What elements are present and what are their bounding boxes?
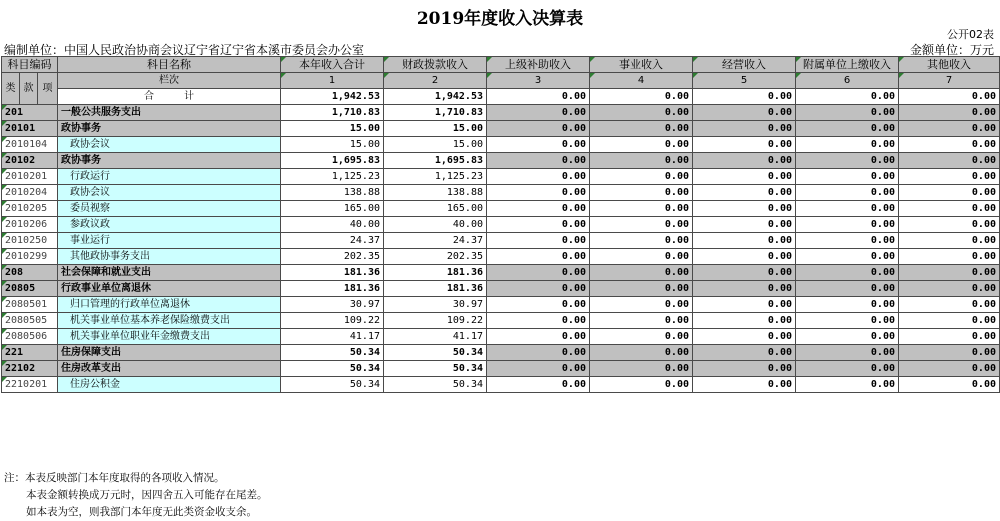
row-value: 0.00 [899, 105, 1000, 121]
table-row [2, 281, 1000, 297]
row-name: 政协会议 [58, 137, 281, 153]
row-name: 政协事务 [58, 153, 281, 169]
row-code: 201 [2, 105, 58, 121]
row-value: 0.00 [899, 169, 1000, 185]
row-code: 2210201 [2, 377, 58, 393]
row-value: 0.00 [796, 153, 899, 169]
revenue-table [1, 56, 1000, 393]
total-value: 0.00 [693, 89, 796, 105]
row-name: 住房公积金 [58, 377, 281, 393]
row-value: 0.00 [796, 185, 899, 201]
row-value: 0.00 [487, 137, 590, 153]
row-value: 0.00 [796, 233, 899, 249]
row-code: 20102 [2, 153, 58, 169]
row-value: 0.00 [899, 329, 1000, 345]
header-lei: 类 [2, 73, 20, 105]
header-lanci: 栏次 [58, 73, 281, 89]
row-value: 0.00 [590, 137, 693, 153]
row-value: 0.00 [796, 137, 899, 153]
row-code: 2080501 [2, 297, 58, 313]
table-row [2, 137, 1000, 153]
row-value: 165.00 [384, 201, 487, 217]
row-value: 0.00 [796, 249, 899, 265]
row-value: 0.00 [693, 153, 796, 169]
row-value: 0.00 [590, 329, 693, 345]
row-value: 50.34 [384, 377, 487, 393]
col-number: 3 [487, 73, 590, 89]
row-value: 0.00 [693, 233, 796, 249]
row-value: 0.00 [796, 281, 899, 297]
footnote-line: 本表金额转换成万元时，因四舍五入可能存在尾差。 [26, 489, 268, 501]
row-value: 202.35 [384, 249, 487, 265]
row-value: 0.00 [796, 201, 899, 217]
row-value: 0.00 [693, 329, 796, 345]
table-row [2, 377, 1000, 393]
row-value: 0.00 [590, 105, 693, 121]
row-value: 0.00 [487, 217, 590, 233]
total-value: 0.00 [487, 89, 590, 105]
row-value: 0.00 [796, 217, 899, 233]
row-value: 0.00 [487, 105, 590, 121]
row-value: 1,710.83 [384, 105, 487, 121]
row-value: 0.00 [693, 137, 796, 153]
row-value: 0.00 [487, 153, 590, 169]
row-value: 15.00 [281, 121, 384, 137]
row-code: 221 [2, 345, 58, 361]
row-value: 0.00 [899, 281, 1000, 297]
table-row [2, 265, 1000, 281]
table-row [2, 345, 1000, 361]
row-value: 202.35 [281, 249, 384, 265]
row-name: 一般公共服务支出 [58, 105, 281, 121]
row-value: 0.00 [693, 281, 796, 297]
row-value: 0.00 [693, 201, 796, 217]
row-name: 机关事业单位职业年金缴费支出 [58, 329, 281, 345]
row-code: 2080505 [2, 313, 58, 329]
row-name: 住房保障支出 [58, 345, 281, 361]
row-value: 0.00 [693, 249, 796, 265]
row-value: 0.00 [590, 233, 693, 249]
row-value: 30.97 [384, 297, 487, 313]
row-code: 2010206 [2, 217, 58, 233]
row-value: 0.00 [590, 201, 693, 217]
row-value: 0.00 [693, 313, 796, 329]
row-value: 0.00 [487, 297, 590, 313]
row-code: 2010250 [2, 233, 58, 249]
compiling-unit: 编制单位：中国人民政治协商会议辽宁省辽宁省本溪市委员会办公室 [4, 43, 365, 57]
total-label: 合 计 [58, 89, 281, 105]
row-name: 其他政协事务支出 [58, 249, 281, 265]
row-value: 0.00 [693, 169, 796, 185]
row-value: 0.00 [487, 361, 590, 377]
row-value: 181.36 [281, 281, 384, 297]
row-value: 0.00 [487, 185, 590, 201]
row-value: 1,695.83 [384, 153, 487, 169]
total-value: 1,942.53 [281, 89, 384, 105]
row-value: 0.00 [487, 201, 590, 217]
row-value: 24.37 [384, 233, 487, 249]
row-name: 事业运行 [58, 233, 281, 249]
row-value: 0.00 [590, 249, 693, 265]
header-row [2, 57, 1000, 73]
row-value: 0.00 [590, 121, 693, 137]
row-value: 0.00 [899, 217, 1000, 233]
table-row [2, 329, 1000, 345]
row-value: 0.00 [487, 265, 590, 281]
row-value: 0.00 [693, 185, 796, 201]
page-title: 2019年度收入决算表 [416, 9, 584, 29]
row-value: 0.00 [487, 169, 590, 185]
footnote-line: 注：本表反映部门本年度取得的各项收入情况。 [4, 472, 225, 484]
row-value: 0.00 [590, 153, 693, 169]
column-number-row [2, 73, 1000, 89]
row-value: 109.22 [384, 313, 487, 329]
header-col-6: 附属单位上缴收入 [796, 57, 899, 73]
row-value: 0.00 [590, 185, 693, 201]
row-value: 15.00 [384, 121, 487, 137]
row-value: 138.88 [281, 185, 384, 201]
row-value: 0.00 [899, 121, 1000, 137]
row-value: 0.00 [590, 361, 693, 377]
row-value: 181.36 [384, 281, 487, 297]
row-value: 181.36 [281, 265, 384, 281]
row-name: 社会保障和就业支出 [58, 265, 281, 281]
row-value: 15.00 [281, 137, 384, 153]
row-value: 0.00 [693, 265, 796, 281]
row-value: 138.88 [384, 185, 487, 201]
row-value: 0.00 [796, 329, 899, 345]
row-value: 0.00 [796, 377, 899, 393]
table-row [2, 233, 1000, 249]
row-value: 30.97 [281, 297, 384, 313]
row-value: 1,695.83 [281, 153, 384, 169]
total-value: 1,942.53 [384, 89, 487, 105]
row-value: 0.00 [899, 233, 1000, 249]
table-row [2, 361, 1000, 377]
row-value: 0.00 [590, 265, 693, 281]
table-row [2, 217, 1000, 233]
row-value: 0.00 [487, 329, 590, 345]
row-name: 政协事务 [58, 121, 281, 137]
row-value: 0.00 [590, 297, 693, 313]
row-value: 0.00 [590, 169, 693, 185]
header-col-5: 经营收入 [693, 57, 796, 73]
row-value: 0.00 [899, 201, 1000, 217]
table-row [2, 105, 1000, 121]
row-value: 0.00 [796, 265, 899, 281]
row-value: 0.00 [899, 361, 1000, 377]
row-value: 0.00 [693, 361, 796, 377]
row-value: 0.00 [590, 281, 693, 297]
row-value: 0.00 [796, 361, 899, 377]
row-value: 1,710.83 [281, 105, 384, 121]
row-value: 0.00 [590, 377, 693, 393]
header-col-3: 上级补助收入 [487, 57, 590, 73]
row-value: 0.00 [899, 313, 1000, 329]
row-value: 41.17 [281, 329, 384, 345]
row-value: 0.00 [693, 105, 796, 121]
row-value: 0.00 [899, 345, 1000, 361]
row-value: 0.00 [487, 313, 590, 329]
row-value: 15.00 [384, 137, 487, 153]
table-row [2, 185, 1000, 201]
row-value: 50.34 [384, 345, 487, 361]
table-row [2, 153, 1000, 169]
row-code: 208 [2, 265, 58, 281]
total-value: 0.00 [899, 89, 1000, 105]
row-code: 22102 [2, 361, 58, 377]
row-value: 0.00 [693, 297, 796, 313]
row-name: 住房改革支出 [58, 361, 281, 377]
row-name: 参政议政 [58, 217, 281, 233]
row-value: 0.00 [899, 249, 1000, 265]
row-value: 0.00 [590, 217, 693, 233]
row-value: 0.00 [487, 377, 590, 393]
row-value: 165.00 [281, 201, 384, 217]
row-value: 0.00 [693, 377, 796, 393]
row-code: 2010201 [2, 169, 58, 185]
table-row [2, 249, 1000, 265]
row-value: 0.00 [487, 345, 590, 361]
header-xiang: 项 [38, 73, 58, 105]
row-value: 0.00 [899, 137, 1000, 153]
row-value: 50.34 [384, 361, 487, 377]
table-row [2, 297, 1000, 313]
row-code: 20805 [2, 281, 58, 297]
header-col-2: 财政拨款收入 [384, 57, 487, 73]
col-number: 5 [693, 73, 796, 89]
row-name: 政协会议 [58, 185, 281, 201]
row-value: 181.36 [384, 265, 487, 281]
row-code: 2080506 [2, 329, 58, 345]
row-value: 0.00 [899, 297, 1000, 313]
col-number: 1 [281, 73, 384, 89]
row-value: 0.00 [487, 281, 590, 297]
row-value: 0.00 [693, 217, 796, 233]
row-value: 0.00 [693, 345, 796, 361]
row-value: 50.34 [281, 361, 384, 377]
row-value: 0.00 [796, 345, 899, 361]
row-value: 1,125.23 [384, 169, 487, 185]
total-value: 0.00 [590, 89, 693, 105]
col-number: 2 [384, 73, 487, 89]
footnote-line: 如本表为空，则我部门本年度无此类资金收支余。 [26, 506, 257, 518]
form-number: 公开02表 [947, 28, 994, 41]
header-kuan: 款 [20, 73, 38, 105]
header-col-7: 其他收入 [899, 57, 1000, 73]
row-value: 109.22 [281, 313, 384, 329]
row-value: 40.00 [384, 217, 487, 233]
amount-unit: 金额单位：万元 [909, 43, 994, 57]
row-value: 0.00 [590, 313, 693, 329]
header-col-4: 事业收入 [590, 57, 693, 73]
row-value: 0.00 [899, 265, 1000, 281]
row-code: 20101 [2, 121, 58, 137]
row-name: 归口管理的行政单位离退休 [58, 297, 281, 313]
header-code: 科目编码 [2, 57, 58, 73]
row-code: 2010205 [2, 201, 58, 217]
col-number: 4 [590, 73, 693, 89]
row-value: 0.00 [899, 153, 1000, 169]
row-value: 0.00 [590, 345, 693, 361]
row-value: 0.00 [796, 297, 899, 313]
row-value: 0.00 [796, 105, 899, 121]
row-value: 0.00 [487, 121, 590, 137]
row-value: 50.34 [281, 345, 384, 361]
row-code: 2010104 [2, 137, 58, 153]
row-value: 0.00 [796, 313, 899, 329]
table-row [2, 169, 1000, 185]
total-row [2, 89, 1000, 105]
row-value: 24.37 [281, 233, 384, 249]
row-name: 委员视察 [58, 201, 281, 217]
row-code: 2010204 [2, 185, 58, 201]
col-number: 6 [796, 73, 899, 89]
row-value: 50.34 [281, 377, 384, 393]
row-name: 机关事业单位基本养老保险缴费支出 [58, 313, 281, 329]
row-value: 0.00 [899, 185, 1000, 201]
row-code: 2010299 [2, 249, 58, 265]
row-value: 0.00 [487, 233, 590, 249]
row-value: 0.00 [693, 121, 796, 137]
row-name: 行政运行 [58, 169, 281, 185]
row-value: 0.00 [899, 377, 1000, 393]
row-value: 0.00 [796, 169, 899, 185]
total-value: 0.00 [796, 89, 899, 105]
footnotes [4, 470, 268, 521]
row-value: 0.00 [796, 121, 899, 137]
header-name: 科目名称 [58, 57, 281, 73]
table-row [2, 121, 1000, 137]
row-value: 1,125.23 [281, 169, 384, 185]
table-row [2, 201, 1000, 217]
row-name: 行政事业单位离退休 [58, 281, 281, 297]
row-value: 40.00 [281, 217, 384, 233]
col-number: 7 [899, 73, 1000, 89]
table-row [2, 313, 1000, 329]
header-col-1: 本年收入合计 [281, 57, 384, 73]
row-value: 41.17 [384, 329, 487, 345]
row-value: 0.00 [487, 249, 590, 265]
